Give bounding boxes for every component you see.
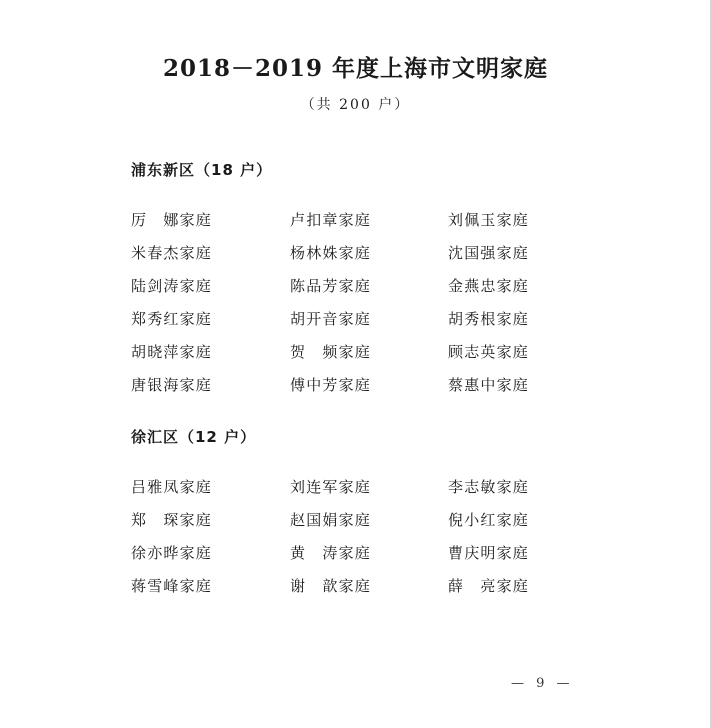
family-name: 贺 频家庭 bbox=[290, 343, 372, 361]
family-name: 吕雅凤家庭 bbox=[131, 478, 213, 496]
document-subtitle: （共 200 户） bbox=[300, 97, 411, 113]
family-name: 倪小红家庭 bbox=[448, 511, 530, 529]
family-name: 李志敏家庭 bbox=[448, 478, 530, 496]
section-xuhui bbox=[131, 426, 591, 597]
family-name: 刘佩玉家庭 bbox=[448, 211, 530, 229]
family-name: 沈国强家庭 bbox=[448, 244, 530, 262]
family-name: 厉 娜家庭 bbox=[131, 211, 213, 229]
section-heading: 浦东新区（18 户） bbox=[131, 161, 273, 179]
page-number: — 9 — bbox=[511, 676, 574, 691]
family-name: 胡秀根家庭 bbox=[448, 310, 530, 328]
document-title: 2018－2019 年度上海市文明家庭 bbox=[162, 55, 549, 82]
family-name: 金燕忠家庭 bbox=[448, 277, 530, 295]
family-name: 杨林姝家庭 bbox=[290, 244, 372, 262]
family-name: 郑秀红家庭 bbox=[131, 310, 213, 328]
family-list bbox=[131, 476, 591, 597]
family-name: 蒋雪峰家庭 bbox=[131, 577, 213, 595]
family-name: 黄 涛家庭 bbox=[290, 544, 372, 562]
family-name: 徐亦晔家庭 bbox=[131, 544, 213, 562]
family-name: 曹庆明家庭 bbox=[448, 544, 530, 562]
family-name: 胡开音家庭 bbox=[290, 310, 372, 328]
family-name: 顾志英家庭 bbox=[448, 343, 530, 361]
section-heading: 徐汇区（12 户） bbox=[131, 428, 257, 446]
family-name: 卢扣章家庭 bbox=[290, 211, 372, 229]
family-name: 刘连军家庭 bbox=[290, 478, 372, 496]
family-name: 陈品芳家庭 bbox=[290, 277, 372, 295]
family-name: 唐银海家庭 bbox=[131, 376, 213, 394]
family-name: 陆剑涛家庭 bbox=[131, 277, 213, 295]
section-pudong bbox=[131, 159, 591, 396]
family-name: 蔡惠中家庭 bbox=[448, 376, 530, 394]
family-name: 傅中芳家庭 bbox=[290, 376, 372, 394]
family-name: 米春杰家庭 bbox=[131, 244, 213, 262]
family-name: 胡晓萍家庭 bbox=[131, 343, 213, 361]
family-name: 郑 琛家庭 bbox=[131, 511, 213, 529]
family-list bbox=[131, 209, 591, 396]
family-name: 薛 亮家庭 bbox=[448, 577, 530, 595]
family-name: 谢 歆家庭 bbox=[290, 577, 372, 595]
family-name: 赵国娟家庭 bbox=[290, 511, 372, 529]
